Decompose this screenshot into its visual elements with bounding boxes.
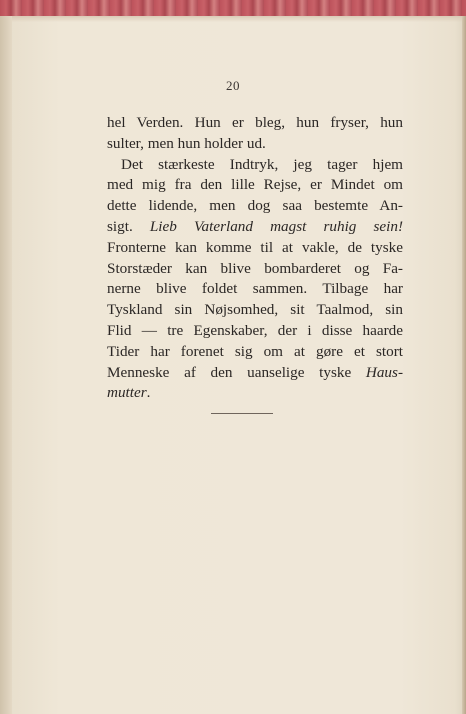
text-run: Tider har forenet sig om at gøre et stort (107, 342, 403, 360)
text-line (107, 113, 403, 134)
text-run: hel Verden. Hun er bleg, hun fryser, hun (107, 114, 403, 131)
gutter-shadow (0, 16, 12, 714)
text-line (107, 217, 403, 238)
italic-text: Lieb Vaterland magst ruhig sein! (149, 217, 403, 235)
text-line (107, 383, 403, 404)
text-run: . (146, 384, 151, 402)
body-text (107, 113, 403, 404)
text-line (107, 279, 403, 300)
text-run: med mig fra den lille Rejse, er Mindet om (107, 176, 403, 194)
text-run: Tyskland sin Nøjsomhed, sit Taalmod, sin (107, 301, 403, 319)
text-line (107, 321, 403, 342)
text-line (107, 259, 403, 280)
text-line (107, 196, 403, 217)
text-run: Det stærkeste Indtryk, jeg tager hjem (121, 155, 403, 173)
text-line (107, 175, 403, 196)
text-line (107, 238, 403, 259)
italic-text: mutter (107, 384, 147, 402)
text-run: Storstæder kan blive bombarderet og Fa- (107, 259, 403, 277)
text-run: nerne blive foldet sammen. Tilbage har (107, 280, 403, 298)
text-line (107, 342, 403, 363)
page-edge (462, 16, 466, 714)
text-line (107, 155, 403, 176)
text-run: Fronterne kan komme til at vakle, de tyske (107, 238, 403, 256)
red-binding-edge (0, 0, 466, 16)
text-run: Flid — tre Egenskaber, der i disse haarde (107, 321, 403, 339)
text-run: sulter, men hun holder ud. (107, 134, 266, 152)
page-number: 20 (226, 78, 240, 93)
text-run: dette lidende, men dog saa bestemte An- (107, 197, 403, 215)
section-divider (211, 413, 273, 414)
text-line (107, 134, 403, 155)
text-line (107, 363, 403, 384)
text-line (107, 300, 403, 321)
italic-text: Haus- (365, 363, 403, 381)
text-run: Menneske af den uanselige tyske (107, 363, 366, 381)
text-run: sigt. (107, 217, 150, 235)
